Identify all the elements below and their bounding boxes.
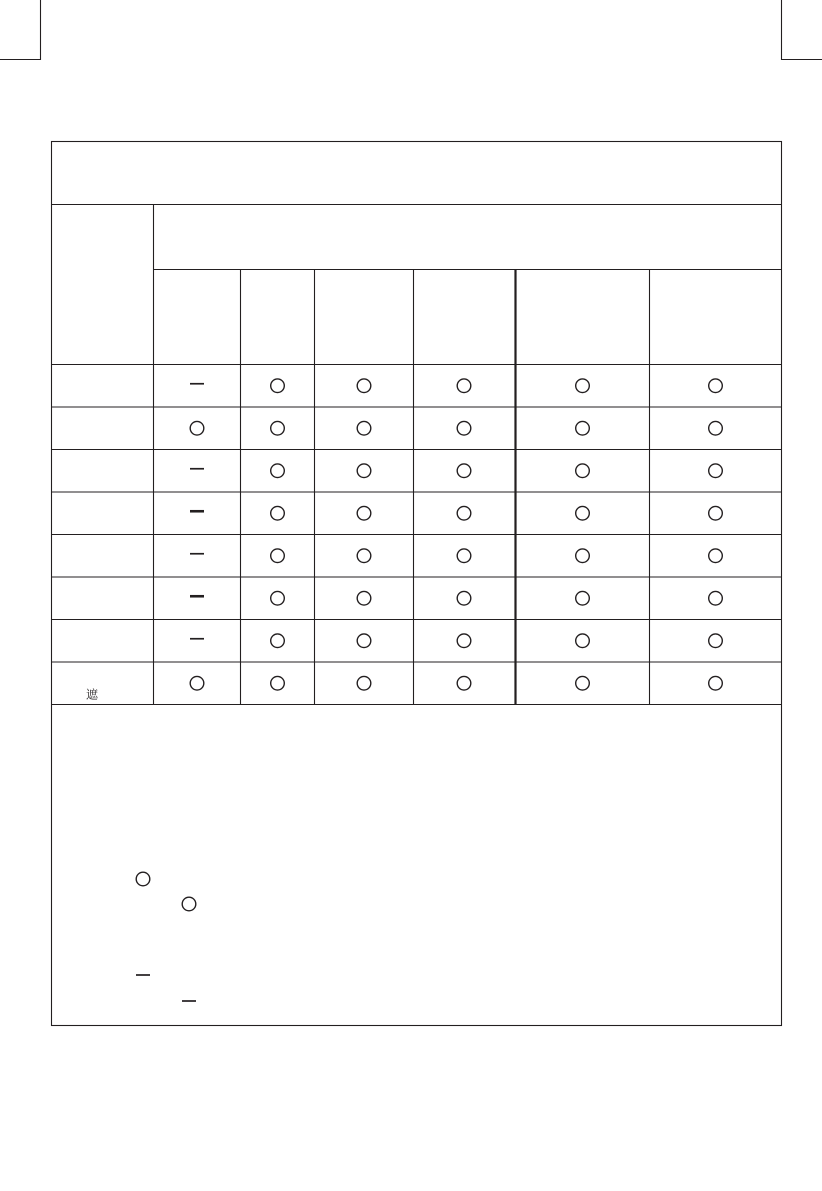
circle-symbol-icon xyxy=(136,872,150,886)
circle-symbol-icon xyxy=(190,676,204,690)
circle-symbol-icon xyxy=(357,676,371,690)
circle-symbol-icon xyxy=(357,421,371,435)
circle-symbol-icon xyxy=(271,634,285,648)
circle-symbol-icon xyxy=(457,379,471,393)
circle-symbol-icon xyxy=(576,634,590,648)
circle-symbol-icon xyxy=(357,506,371,520)
table-row xyxy=(190,506,722,520)
legend-item xyxy=(136,872,150,886)
table-row xyxy=(190,591,722,605)
crop-mark-top-right xyxy=(781,0,822,60)
circle-symbol-icon xyxy=(271,421,285,435)
row-labels xyxy=(86,688,99,702)
circle-symbol-icon xyxy=(709,676,723,690)
crop-mark-top-left xyxy=(0,0,41,60)
circle-symbol-icon xyxy=(457,506,471,520)
circle-symbol-icon xyxy=(271,464,285,478)
circle-symbol-icon xyxy=(576,591,590,605)
circle-symbol-icon xyxy=(182,897,196,911)
circle-symbol-icon xyxy=(190,421,204,435)
circle-symbol-icon xyxy=(709,421,723,435)
circle-symbol-icon xyxy=(271,676,285,690)
circle-symbol-icon xyxy=(709,464,723,478)
circle-symbol-icon xyxy=(457,634,471,648)
circle-symbol-icon xyxy=(457,421,471,435)
table-frame xyxy=(52,142,782,1026)
table-row xyxy=(190,379,722,393)
circle-symbol-icon xyxy=(271,591,285,605)
circle-symbol-icon xyxy=(457,464,471,478)
circle-symbol-icon xyxy=(457,591,471,605)
circle-symbol-icon xyxy=(576,421,590,435)
table-row xyxy=(190,676,722,690)
table-row xyxy=(190,634,722,648)
circle-symbol-icon xyxy=(709,634,723,648)
circle-symbol-icon xyxy=(357,464,371,478)
circle-symbol-icon xyxy=(576,379,590,393)
legend-item xyxy=(182,897,196,911)
circle-symbol-icon xyxy=(357,379,371,393)
table-row xyxy=(190,421,722,435)
circle-symbol-icon xyxy=(709,506,723,520)
circle-symbol-icon xyxy=(709,591,723,605)
circle-symbol-icon xyxy=(357,634,371,648)
circle-symbol-icon xyxy=(576,506,590,520)
circle-symbol-icon xyxy=(357,591,371,605)
table-row xyxy=(190,464,722,478)
circle-symbol-icon xyxy=(271,549,285,563)
circle-symbol-icon xyxy=(271,379,285,393)
row-label: 遮 xyxy=(86,687,99,702)
legend-notes xyxy=(136,872,196,1001)
circle-symbol-icon xyxy=(457,549,471,563)
circle-symbol-icon xyxy=(457,676,471,690)
circle-symbol-icon xyxy=(576,549,590,563)
circle-symbol-icon xyxy=(357,549,371,563)
row-dividers xyxy=(52,407,782,662)
circle-symbol-icon xyxy=(271,506,285,520)
circle-symbol-icon xyxy=(576,464,590,478)
circle-symbol-icon xyxy=(709,549,723,563)
table-row xyxy=(190,549,722,563)
circle-symbol-icon xyxy=(709,379,723,393)
circle-symbol-icon xyxy=(576,676,590,690)
